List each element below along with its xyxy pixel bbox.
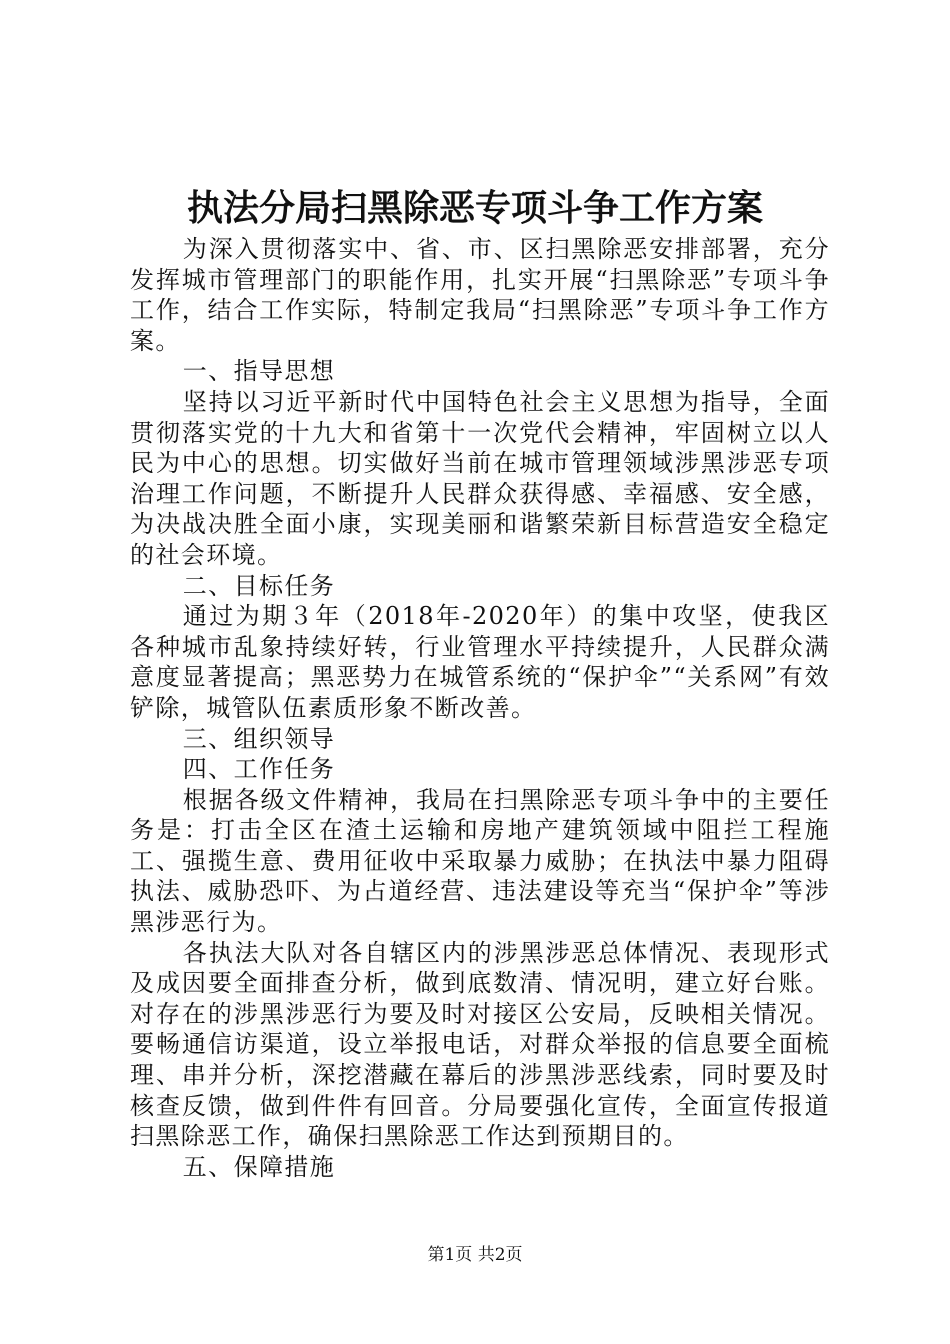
section-heading-organization: 三、组织领导 xyxy=(182,724,336,753)
page-number-footer: 第1页 共2页 xyxy=(427,1245,523,1265)
intro-paragraph: 为深入贯彻落实中、省、市、区扫黑除恶安排部署，充分发挥城市管理部门的职能作用，扎实开展“扫黑除恶”专项斗争工作，结合工作实际，特制定我局“扫黑除恶”专项斗争工作方案。 xyxy=(130,235,830,355)
section-heading-work-tasks: 四、工作任务 xyxy=(182,755,336,784)
document-body xyxy=(130,234,830,1182)
section-heading-goals: 二、目标任务 xyxy=(182,571,336,600)
goals-paragraph: 通过为期３年（2018年-2020年）的集中攻坚，使我区各种城市乱象持续好转，行业管理水平持续提升，人民群众满意度显著提高；黑恶势力在城管系统的“保护伞”“关系网”有效铲除，城管队伍素质形象不断改善。 xyxy=(130,602,830,722)
work-tasks-paragraph: 根据各级文件精神，我局在扫黑除恶专项斗争中的主要任务是：打击全区在渣土运输和房地产建筑领域中阻拦工程施工、强揽生意、费用征收中采取暴力威胁；在执法中暴力阻碍执法、威胁恐吓、为占道经营、违法建设等充当“保护伞”等涉黑涉恶行为。 xyxy=(130,785,830,937)
guiding-ideology-paragraph: 坚持以习近平新时代中国特色社会主义思想为指导，全面贯彻落实党的十九大和省第十一次党代会精神，牢固树立以人民为中心的思想。切实做好当前在城市管理领域涉黑涉恶专项治理工作问题，不断提升人民群众获得感、幸福感、安全感，为决战决胜全面小康，实现美丽和谐繁荣新目标营造安全稳定的社会环境。 xyxy=(130,387,830,569)
section-heading-guiding-ideology: 一、指导思想 xyxy=(182,357,336,386)
document-title: 执法分局扫黑除恶专项斗争工作方案 xyxy=(186,187,763,229)
brigade-duties-paragraph: 各执法大队对各自辖区内的涉黑涉恶总体情况、表现形式及成因要全面排查分析，做到底数清、情况明，建立好台账。对存在的涉黑涉恶行为要及时对接区公安局，反映相关情况。要畅通信访渠道，设立举报电话，对群众举报的信息要全面梳理、串并分析，深挖潜藏在幕后的涉黑涉恶线索，同时要及时核查反馈，做到件件有回音。分局要强化宣传，全面宣传报道扫黑除恶工作，确保扫黑除恶工作达到预期目的。 xyxy=(130,938,830,1151)
section-heading-safeguards: 五、保障措施 xyxy=(182,1152,336,1181)
